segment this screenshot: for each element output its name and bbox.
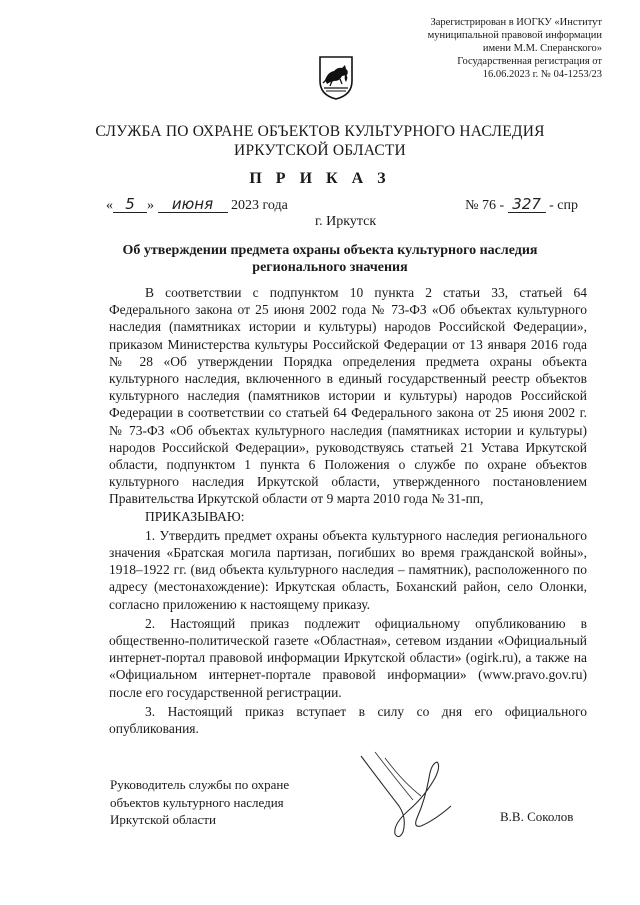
document-title-line1: Об утверждении предмета охраны объекта культурного наследия xyxy=(122,243,538,258)
order-number xyxy=(465,196,578,214)
document-title xyxy=(110,242,550,276)
registration-stamp xyxy=(372,16,602,81)
registration-line: Зарегистрирован в ИОГКУ «Институт xyxy=(430,17,602,28)
signer-position xyxy=(110,776,289,829)
order-item-2: 2. Настоящий приказ подлежит официальному опубликованию в общественно-политической газете «Областная», сетевом издании «Официальный интернет-портал правовой информации Иркутской области» (ogirk.ru), а также на «Официальном интернет-портале правовой информации» (www.pravo.gov.ru) после его государственной регистрации. xyxy=(109,615,587,700)
preamble-paragraph: В соответствии с подпунктом 10 пункта 2 статьи 33, статьей 64 Федерального закона от 25 июня 2002 года № 73-ФЗ «Об объектах культурного наследия (памятниках истории и культуры) народов Российской Федерации», приказом Министерства культуры Российской Федерации от 13 января 2016 года № 28 «Об утверждении Порядка определения предмета охраны объекта культурного наследия, включенного в единый государственный реестр объектов культурного наследия (памятников истории и культуры) народов Российской Федерации в соответствии со статьей 64 Федерального закона от 25 июня 2002 г. № 73-ФЗ «Об объектах культурного наследия (памятниках истории и культуры) народов Российской Федерации», руководствуясь статьей 21 Устава Иркутской области, подпунктом 1 пункта 6 Положения о службе по охране объектов культурного наследия Иркутской области, утвержденного постановлением Правительства Иркутской области от 9 марта 2010 года № 31-пп, xyxy=(109,285,587,507)
date-month: июня xyxy=(158,196,228,213)
handwritten-signature-icon xyxy=(355,748,465,844)
date-close-quote: » xyxy=(147,198,154,213)
date-day: 5 xyxy=(113,196,147,213)
city: г. Иркутск xyxy=(315,214,377,229)
order-number-prefix: № 76 - xyxy=(465,198,505,213)
document-kind-heading: П Р И К А З xyxy=(249,170,391,187)
signer-name: В.В. Соколов xyxy=(500,809,574,824)
registration-line: Государственная регистрация от xyxy=(457,56,602,67)
agency-name xyxy=(0,122,640,160)
irkutsk-coat-of-arms-icon xyxy=(318,55,354,101)
order-item-3: 3. Настоящий приказ вступает в силу со дня его официального опубликования. xyxy=(109,703,587,737)
agency-name-line2: ИРКУТСКОЙ ОБЛАСТИ xyxy=(234,142,406,159)
registration-line: имени М.М. Сперанского» xyxy=(482,43,602,54)
document-title-line2: регионального значения xyxy=(252,260,408,275)
signer-position-line3: Иркутской области xyxy=(110,812,216,827)
agency-name-line1: СЛУЖБА ПО ОХРАНЕ ОБЪЕКТОВ КУЛЬТУРНОГО НАСЛЕДИЯ xyxy=(95,123,545,140)
registration-line: 16.06.2023 г. № 04-1253/23 xyxy=(482,69,602,80)
registration-line: муниципальной правовой информации xyxy=(427,30,602,41)
document-body xyxy=(109,284,587,737)
date-open-quote: « xyxy=(106,198,113,213)
order-number-suffix: - спр xyxy=(549,198,578,213)
command-word: ПРИКАЗЫВАЮ: xyxy=(145,508,245,524)
signer-position-line1: Руководитель службы по охране xyxy=(110,777,290,792)
order-date xyxy=(106,196,288,214)
signer-position-line2: объектов культурного наследия xyxy=(110,794,284,810)
order-item-1: 1. Утвердить предмет охраны объекта культурного наследия регионального значения «Братская могила партизан, погибших во время гражданской войны», 1918–1922 гг. (вид объекта культурного наследия – памятник), расположенного по адресу (местонахождение): Иркутская область, Боханский район, село Олонки, согласно приложению к настоящему приказу. xyxy=(109,527,587,612)
order-number-value: 327 xyxy=(508,196,546,213)
date-year: 2023 года xyxy=(231,198,288,213)
